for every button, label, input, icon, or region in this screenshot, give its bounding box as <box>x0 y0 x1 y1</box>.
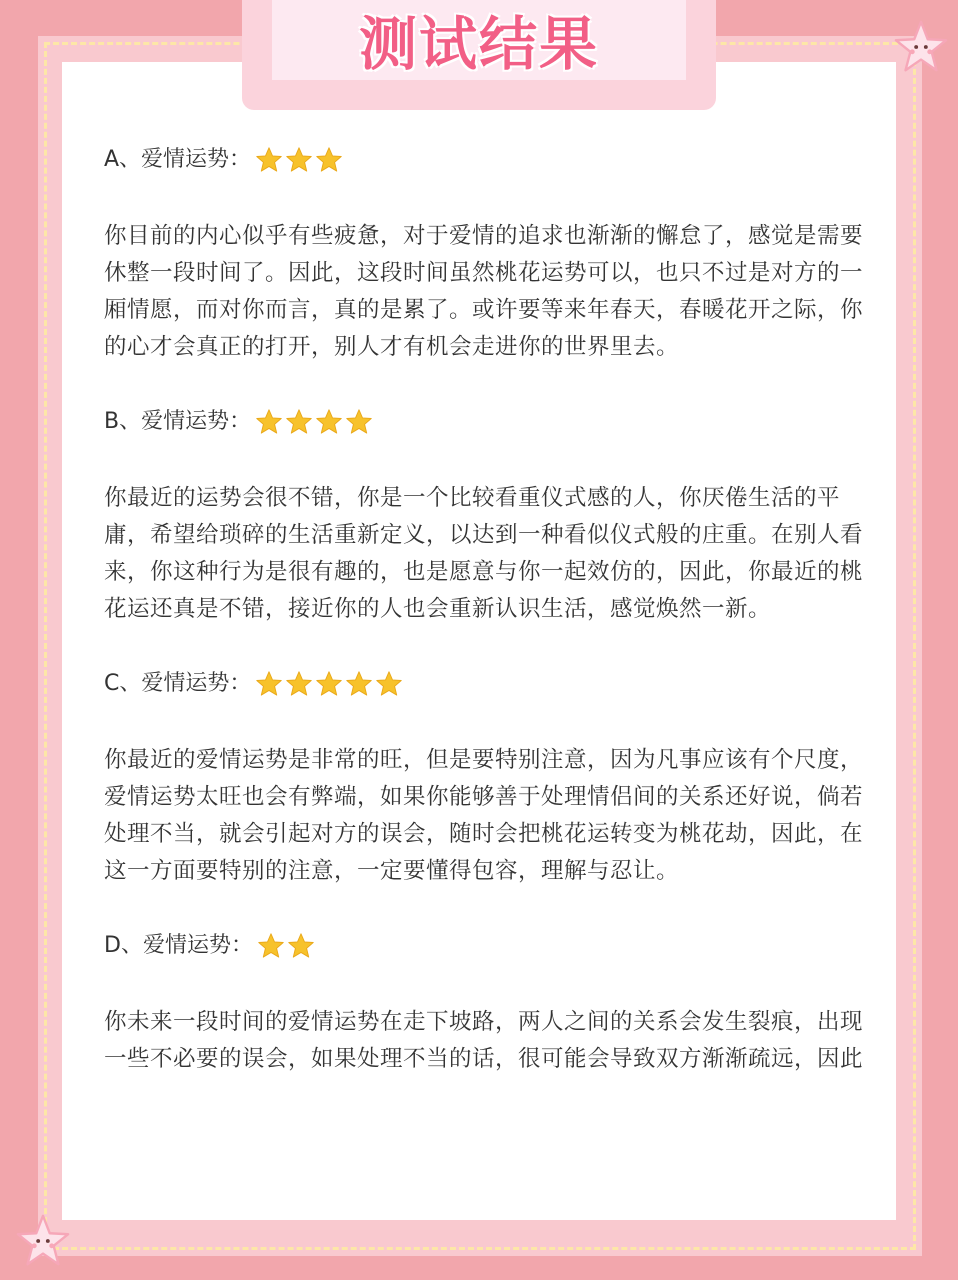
result-section-a <box>104 140 864 366</box>
star-icon <box>315 670 343 698</box>
star-icon <box>315 146 343 174</box>
section-body: 你未来一段时间的爱情运势在走下坡路，两人之间的关系会发生裂痕，出现一些不必要的误会，如果处理不当的话，很可能会导致双方渐渐疏远，因此 <box>104 1009 864 1072</box>
star-icon <box>315 408 343 436</box>
star-icon <box>345 670 373 698</box>
star-icon <box>375 670 403 698</box>
section-heading <box>104 402 864 442</box>
star-rating <box>255 146 345 174</box>
section-heading-label: B、爱情运势： <box>104 409 252 434</box>
star-icon <box>255 146 283 174</box>
section-body: 你最近的运势会很不错，你是一个比较看重仪式感的人，你厌倦生活的平庸，希望给琐碎的生活重新定义，以达到一种看似仪式般的庄重。在别人看来，你这种行为是很有趣的，也是愿意与你一起效仿的，因此，你最近的桃花运还真是不错，接近你的人也会重新认识生活，感觉焕然一新。 <box>104 485 864 622</box>
section-heading <box>104 926 864 966</box>
star-icon <box>287 932 315 960</box>
section-body: 你最近的爱情运势是非常的旺，但是要特别注意，因为凡事应该有个尺度，爱情运势太旺也会有弊端，如果你能够善于处理情侣间的关系还好说，倘若处理不当，就会引起对方的误会，随时会把桃花运转变为桃花劫，因此，在这一方面要特别的注意，一定要懂得包容，理解与忍让。 <box>104 747 864 884</box>
star-icon <box>255 408 283 436</box>
result-section-d <box>104 926 864 1078</box>
result-section-b <box>104 402 864 628</box>
page-title: 测试结果 <box>358 10 599 78</box>
star-rating <box>255 670 405 698</box>
star-icon <box>255 670 283 698</box>
section-body: 你目前的内心似乎有些疲惫，对于爱情的追求也渐渐的懈怠了，感觉是需要休整一段时间了。因此，这段时间虽然桃花运势可以，也只不过是对方的一厢情愿，而对你而言，真的是累了。或许要等来年春天，春暖花开之际，你的心才会真正的打开，别人才有机会走进你的世界里去。 <box>104 223 864 360</box>
star-icon <box>285 670 313 698</box>
section-heading <box>104 140 864 180</box>
star-icon <box>345 408 373 436</box>
section-heading <box>104 664 864 704</box>
star-icon <box>257 932 285 960</box>
result-section-c <box>104 664 864 890</box>
star-rating <box>257 932 317 960</box>
results-content <box>104 140 864 1114</box>
star-rating <box>255 408 375 436</box>
section-heading-label: C、爱情运势： <box>104 671 252 696</box>
corner-star-icon <box>892 18 950 76</box>
section-heading-label: D、爱情运势： <box>104 933 253 958</box>
star-icon <box>285 408 313 436</box>
section-heading-label: A、爱情运势： <box>104 147 252 172</box>
corner-star-icon <box>14 1212 72 1270</box>
star-icon <box>285 146 313 174</box>
